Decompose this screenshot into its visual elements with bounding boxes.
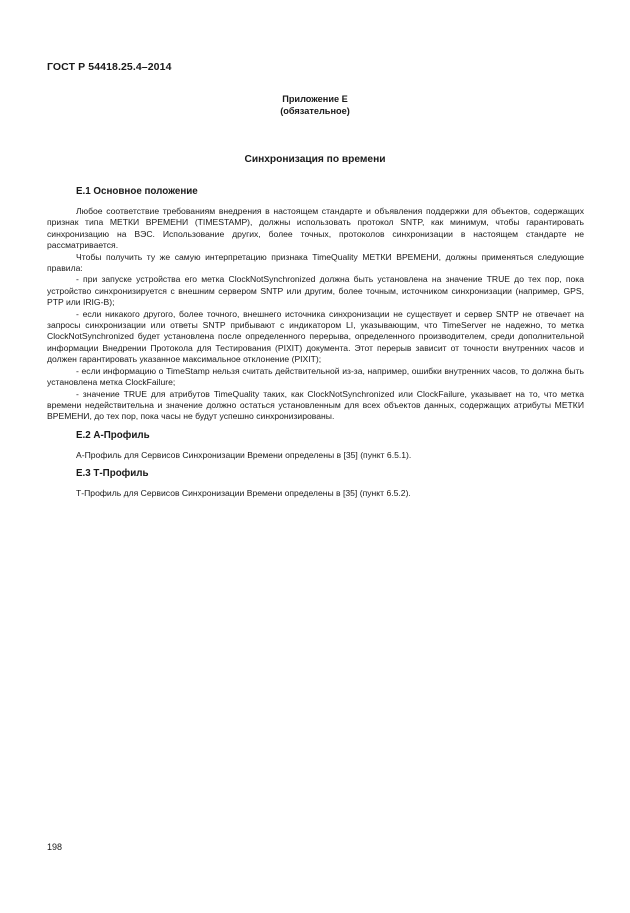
- page-number: 198: [47, 842, 63, 852]
- section-heading-e1: Е.1 Основное положение: [76, 186, 198, 197]
- list-item: - если информацию о TimeStamp нельзя считать действительной из-за, например, ошибки внутренних часов, то должна быть установлена метка ClockFailure;: [47, 365, 584, 388]
- document-body: [47, 186, 584, 500]
- appendix-label: [0, 93, 630, 117]
- standard-id-header: ГОСТ Р 54418.25.4–2014: [47, 61, 172, 73]
- list-item: - если никакого другого, более точного, внешнего источника синхронизации не существует и сервер SNTP не отвечает на запросы синхронизации или ответы SNTP прибывают с индикатором LI, указывающим, что TimeServer не надежно, то метка ClockNotSynchronized будет установлена после определенного перерыва, определенного производителем, среди дополнительной информации Внедрении Протокола для Тестирования (PIXIT) документа. Этот перерыв зависит от точности внутренних часов и должен гарантировать указанное максимальное отклонение (PIXIT);: [47, 308, 584, 365]
- section-title: Синхронизация по времени: [244, 154, 386, 165]
- paragraph: Т-Профиль для Сервисов Синхронизации Времени определены в [35] (пункт 6.5.2).: [76, 488, 411, 499]
- paragraph: Чтобы получить ту же самую интерпретацию признака TimeQuality МЕТКИ ВРЕМЕНИ, должны применяться следующие правила:: [47, 251, 584, 274]
- appendix-status: (обязательное): [280, 106, 350, 116]
- paragraph: А-Профиль для Сервисов Синхронизации Времени определены в [35] (пункт 6.5.1).: [76, 449, 412, 460]
- list-item: - при запуске устройства его метка ClockNotSynchronized должна быть установлена на значение TRUE до тех пор, пока устройство синхронизируется с внешним сервером SNTP или другим, более точным, источником синхронизации (например, GPS, PTP или IRIG-B);: [47, 274, 584, 308]
- section-heading-e2: Е.2 А-Профиль: [76, 429, 150, 441]
- section-heading-e3: Е.3 Т-Профиль: [76, 468, 149, 480]
- paragraph: Любое соответствие требованиям внедрения в настоящем стандарте и объявления поддержки для объектов, содержащих признак типа МЕТКИ ВРЕМЕНИ (TIMESTAMP), должны использовать протокол SNTP, как минимум, чтобы гарантировать синхронизацию на ВЭС. Использование других, более точных, протоколов синхронизации в настоящем стандарте не рассматривается.: [47, 206, 584, 251]
- appendix-title: Приложение Е: [282, 94, 348, 104]
- list-item: - значение TRUE для атрибутов TimeQuality таких, как ClockNotSynchronized или ClockFailure, указывает на то, что метка времени недействительна и значение должно остаться установленным для всех объектов данных, содержащих атрибуты МЕТКИ ВРЕМЕНИ, до тех пор, пока часы не будут успешно синхронизированы.: [47, 388, 584, 422]
